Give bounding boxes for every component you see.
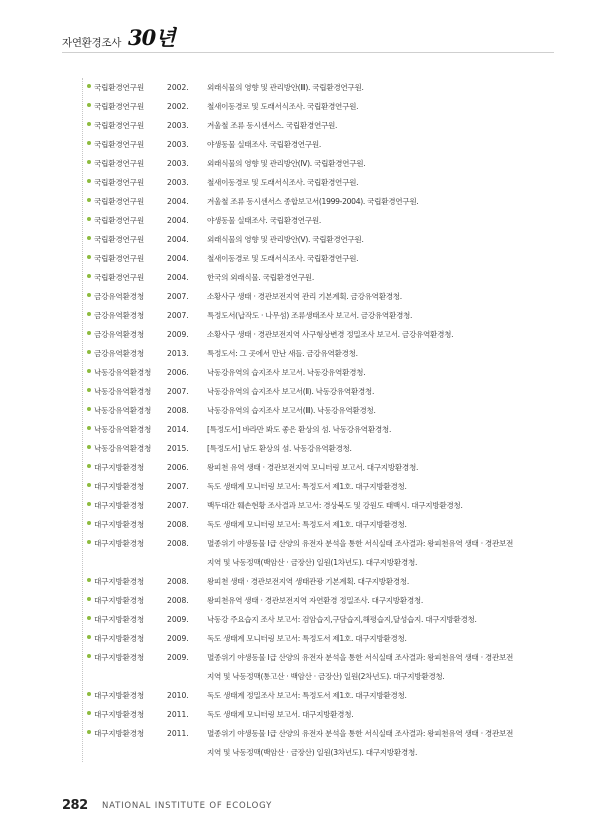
entry-title [207, 458, 553, 477]
bullet-icon [87, 711, 91, 715]
entry-year: 2010. [167, 691, 189, 700]
entry-year: 2011. [167, 729, 189, 738]
organization-name: 대구지방환경청 [94, 615, 144, 624]
organization-name: 금강유역환경청 [94, 330, 144, 339]
reference-entry [83, 211, 553, 230]
entry-year: 2006. [167, 463, 189, 472]
reference-list [82, 78, 553, 762]
entry-title [207, 173, 553, 192]
entry-year: 2015. [167, 444, 189, 453]
bullet-icon [87, 483, 91, 487]
reference-entry [83, 287, 553, 306]
entry-year: 2003. [167, 121, 189, 130]
bullet-icon [87, 122, 91, 126]
page-number: 282 [62, 798, 88, 813]
entry-title [207, 705, 553, 724]
entry-year: 2007. [167, 387, 189, 396]
reference-entry [83, 458, 553, 477]
organization-name: 대구지방환경청 [94, 634, 144, 643]
header-divider [62, 52, 554, 53]
reference-entry [83, 249, 553, 268]
reference-entry [83, 610, 553, 629]
reference-entry [83, 135, 553, 154]
organization-name: 낙동강유역환경청 [94, 368, 152, 377]
organization-name: 국립환경연구원 [94, 254, 144, 263]
organization-name: 대구지방환경청 [94, 729, 144, 738]
bullet-icon [87, 255, 91, 259]
reference-entry [83, 78, 553, 97]
reference-entry [83, 192, 553, 211]
header-title: 자연환경조사 [62, 37, 122, 49]
entry-title-line: 왕피천 생태 · 경관보전지역 생태관광 기본계획. 대구지방환경청. [207, 577, 409, 586]
bullet-icon [87, 236, 91, 240]
reference-entry [83, 154, 553, 173]
organization-name: 대구지방환경청 [94, 501, 144, 510]
bullet-icon [87, 540, 91, 544]
entry-title [207, 325, 553, 344]
organization-name: 국립환경연구원 [94, 102, 144, 111]
organization-name: 국립환경연구원 [94, 216, 144, 225]
organization-name: 대구지방환경청 [94, 596, 144, 605]
reference-entry [83, 724, 553, 762]
bullet-icon [87, 445, 91, 449]
entry-title-line: [특정도서] 바라만 봐도 좋은 환상의 섬. 낙동강유역환경청. [207, 425, 392, 434]
reference-entry [83, 116, 553, 135]
reference-entry [83, 439, 553, 458]
entry-title [207, 154, 553, 173]
organization-name: 국립환경연구원 [94, 159, 144, 168]
entry-title [207, 306, 553, 325]
bullet-icon [87, 502, 91, 506]
reference-entry [83, 477, 553, 496]
reference-entry [83, 344, 553, 363]
entry-year: 2009. [167, 634, 189, 643]
organization-name: 국립환경연구원 [94, 197, 144, 206]
entry-title [207, 591, 553, 610]
entry-title-line: 낙동강 주요습지 조사 보고서: 검암습지,구담습지,해평습지,달성습지. 대구지방환경청. [207, 615, 477, 624]
entry-title-line: 외래식물의 영향 및 관리방안(Ⅴ). 국립환경연구원. [207, 235, 364, 244]
entry-title [207, 534, 553, 572]
bullet-icon [87, 274, 91, 278]
entry-title-line: 독도 생태계 정밀조사 보고서: 특정도서 제1호. 대구지방환경청. [207, 691, 407, 700]
organization-name: 금강유역환경청 [94, 292, 144, 301]
entry-title-line: 외래식물의 영향 및 관리방안(Ⅳ). 국립환경연구원. [207, 159, 366, 168]
reference-entry [83, 629, 553, 648]
entry-title [207, 192, 553, 211]
entry-year: 2007. [167, 311, 189, 320]
entry-title [207, 648, 553, 686]
entry-year: 2011. [167, 710, 189, 719]
entry-title [207, 287, 553, 306]
entry-title-line: 독도 생태계 모니터링 보고서. 대구지방환경청. [207, 710, 354, 719]
entry-title [207, 116, 553, 135]
entry-title-line: 겨울철 조류 동시센서스. 국립환경연구원. [207, 121, 338, 130]
entry-title-line: 독도 생태계 모니터링 보고서: 특정도서 제1호. 대구지방환경청. [207, 482, 407, 491]
entry-year: 2007. [167, 482, 189, 491]
reference-entry [83, 382, 553, 401]
entry-title-line: 낙동강유역의 습지조사 보고서(Ⅱ). 낙동강유역환경청. [207, 387, 375, 396]
entry-title-line: 한국의 외래식물. 국립환경연구원. [207, 273, 314, 282]
reference-entry [83, 268, 553, 287]
entry-year: 2014. [167, 425, 189, 434]
entry-year: 2007. [167, 501, 189, 510]
organization-name: 낙동강유역환경청 [94, 406, 152, 415]
reference-entry [83, 363, 553, 382]
organization-name: 대구지방환경청 [94, 710, 144, 719]
reference-entry [83, 591, 553, 610]
bullet-icon [87, 521, 91, 525]
entry-title [207, 344, 553, 363]
reference-entry [83, 572, 553, 591]
organization-name: 국립환경연구원 [94, 178, 144, 187]
bullet-icon [87, 198, 91, 202]
reference-entry [83, 705, 553, 724]
entry-title [207, 97, 553, 116]
bullet-icon [87, 730, 91, 734]
reference-entry [83, 534, 553, 572]
entry-title-line: 철새이동경로 및 도래서식조사. 국립환경연구원. [207, 178, 359, 187]
bullet-icon [87, 141, 91, 145]
entry-title [207, 439, 553, 458]
organization-name: 국립환경연구원 [94, 235, 144, 244]
organization-name: 국립환경연구원 [94, 273, 144, 282]
bullet-icon [87, 217, 91, 221]
anniversary-logo: 30년 [128, 25, 175, 50]
entry-title [207, 515, 553, 534]
bullet-icon [87, 654, 91, 658]
entry-year: 2008. [167, 406, 189, 415]
entry-year: 2008. [167, 539, 189, 548]
organization-name: 대구지방환경청 [94, 539, 144, 548]
bullet-icon [87, 692, 91, 696]
bullet-icon [87, 597, 91, 601]
entry-title-line: 독도 생태계 모니터링 보고서: 특정도서 제1호. 대구지방환경청. [207, 520, 407, 529]
reference-entry [83, 306, 553, 325]
entry-title [207, 496, 553, 515]
entry-title [207, 610, 553, 629]
entry-year: 2004. [167, 197, 189, 206]
entry-title-line: 왕피천유역 생태 · 경관보전지역 자연환경 정밀조사. 대구지방환경청. [207, 596, 424, 605]
organization-name: 국립환경연구원 [94, 83, 144, 92]
bullet-icon [87, 426, 91, 430]
reference-entry [83, 230, 553, 249]
organization-name: 국립환경연구원 [94, 121, 144, 130]
organization-name: 금강유역환경청 [94, 349, 144, 358]
entry-year: 2007. [167, 292, 189, 301]
bullet-icon [87, 160, 91, 164]
entry-title [207, 211, 553, 230]
organization-name: 대구지방환경청 [94, 577, 144, 586]
entry-year: 2004. [167, 273, 189, 282]
organization-name: 낙동강유역환경청 [94, 425, 152, 434]
organization-name: 대구지방환경청 [94, 463, 144, 472]
reference-entry [83, 496, 553, 515]
entry-title-line: 야생동물 실태조사. 국립환경연구원. [207, 140, 321, 149]
entry-title-line: 낙동강유역의 습지조사 보고서(Ⅲ). 낙동강유역환경청. [207, 406, 376, 415]
organization-name: 대구지방환경청 [94, 482, 144, 491]
reference-entry [83, 686, 553, 705]
entry-year: 2003. [167, 159, 189, 168]
entry-title [207, 78, 553, 97]
bullet-icon [87, 407, 91, 411]
entry-title-line: 철새이동경로 및 도래서식조사. 국립환경연구원. [207, 102, 359, 111]
entry-year: 2003. [167, 178, 189, 187]
entry-title-line: 철새이동경로 및 도래서식조사. 국립환경연구원. [207, 254, 359, 263]
bullet-icon [87, 84, 91, 88]
reference-entry [83, 401, 553, 420]
entry-year: 2002. [167, 83, 189, 92]
entry-title-line: 멸종위기 야생동물 Ⅰ급 산양의 유전자 분석을 통한 서식실태 조사결과: 왕피천유역 생태 · 경관보전 [207, 729, 514, 738]
entry-title-line: 소황사구 생태 · 경관보전지역 관리 기본계획. 금강유역환경청. [207, 292, 402, 301]
reference-entry [83, 648, 553, 686]
entry-year: 2008. [167, 577, 189, 586]
bullet-icon [87, 179, 91, 183]
bullet-icon [87, 103, 91, 107]
bullet-icon [87, 464, 91, 468]
entry-year: 2009. [167, 653, 189, 662]
reference-entry [83, 173, 553, 192]
entry-title [207, 268, 553, 287]
entry-year: 2008. [167, 520, 189, 529]
reference-entry [83, 515, 553, 534]
entry-title-line: 백두대간 훼손현황 조사결과 보고서: 경상북도 및 강원도 태백시. 대구지방환경청. [207, 501, 463, 510]
bullet-icon [87, 578, 91, 582]
entry-title [207, 401, 553, 420]
entry-title [207, 382, 553, 401]
entry-title-line: 외래식물의 영향 및 관리방안(Ⅲ). 국립환경연구원. [207, 83, 364, 92]
entry-year: 2004. [167, 216, 189, 225]
entry-year: 2009. [167, 615, 189, 624]
entry-title [207, 249, 553, 268]
entry-year: 2008. [167, 596, 189, 605]
entry-title [207, 477, 553, 496]
bullet-icon [87, 388, 91, 392]
entry-title-line: 멸종위기 야생동물 Ⅰ급 산양의 유전자 분석을 통한 서식실태 조사결과: 왕피천유역 생태 · 경관보전 [207, 653, 514, 662]
entry-title-line: [특정도서] 남도 환상의 섬. 낙동강유역환경청. [207, 444, 352, 453]
organization-name: 대구지방환경청 [94, 520, 144, 529]
organization-name: 국립환경연구원 [94, 140, 144, 149]
entry-title-line: 왕피천 유역 생태 · 경관보전지역 모니터링 보고서. 대구지방환경청. [207, 463, 419, 472]
entry-title [207, 135, 553, 154]
reference-entry [83, 325, 553, 344]
entry-title-line: 지역 및 낙동정맥(백암산 · 금장산) 일원(3차년도). 대구지방환경청. [207, 748, 418, 757]
entry-year: 2013. [167, 349, 189, 358]
entry-title [207, 230, 553, 249]
entry-title [207, 629, 553, 648]
footer-institution: NATIONAL INSTITUTE OF ECOLOGY [102, 801, 273, 811]
entry-year: 2004. [167, 235, 189, 244]
entry-title-line: 독도 생태계 모니터링 보고서: 특정도서 제1호. 대구지방환경청. [207, 634, 407, 643]
entry-title-line: 지역 및 낙동정맥(통고산 · 백암산 · 금장산) 일원(2차년도). 대구지방환경청. [207, 672, 445, 681]
reference-entry [83, 97, 553, 116]
organization-name: 낙동강유역환경청 [94, 387, 152, 396]
entry-title-line: 낙동강유역의 습지조사 보고서. 낙동강유역환경청. [207, 368, 366, 377]
entry-title-line: 소황사구 생태 · 경관보전지역 사구형상변경 정밀조사 보고서. 금강유역환경청. [207, 330, 454, 339]
bullet-icon [87, 369, 91, 373]
entry-title-line: 특정도서: 그 곳에서 만난 새들. 금강유역환경청. [207, 349, 358, 358]
organization-name: 낙동강유역환경청 [94, 444, 152, 453]
entry-title-line: 지역 및 낙동정맥(백암산 · 금장산) 일원(1차년도). 대구지방환경청. [207, 558, 418, 567]
reference-entry [83, 420, 553, 439]
bullet-icon [87, 293, 91, 297]
entry-title-line: 특정도서(납작도 · 나무섬) 조류생태조사 보고서. 금강유역환경청. [207, 311, 413, 320]
entry-title [207, 686, 553, 705]
entry-title [207, 363, 553, 382]
organization-name: 금강유역환경청 [94, 311, 144, 320]
entry-title [207, 724, 553, 762]
bullet-icon [87, 635, 91, 639]
organization-name: 대구지방환경청 [94, 691, 144, 700]
bullet-icon [87, 350, 91, 354]
entry-year: 2006. [167, 368, 189, 377]
entry-year: 2009. [167, 330, 189, 339]
entry-title-line: 멸종위기 야생동물 Ⅰ급 산양의 유전자 분석을 통한 서식실태 조사결과: 왕피천유역 생태 · 경관보전 [207, 539, 514, 548]
entry-title-line: 야생동물 실태조사. 국립환경연구원. [207, 216, 321, 225]
entry-year: 2002. [167, 102, 189, 111]
entry-title-line: 겨울철 조류 동시센서스 종합보고서(1999-2004). 국립환경연구원. [207, 197, 419, 206]
entry-year: 2004. [167, 254, 189, 263]
entry-year: 2003. [167, 140, 189, 149]
entry-title [207, 572, 553, 591]
entry-title [207, 420, 553, 439]
bullet-icon [87, 312, 91, 316]
bullet-icon [87, 331, 91, 335]
organization-name: 대구지방환경청 [94, 653, 144, 662]
bullet-icon [87, 616, 91, 620]
